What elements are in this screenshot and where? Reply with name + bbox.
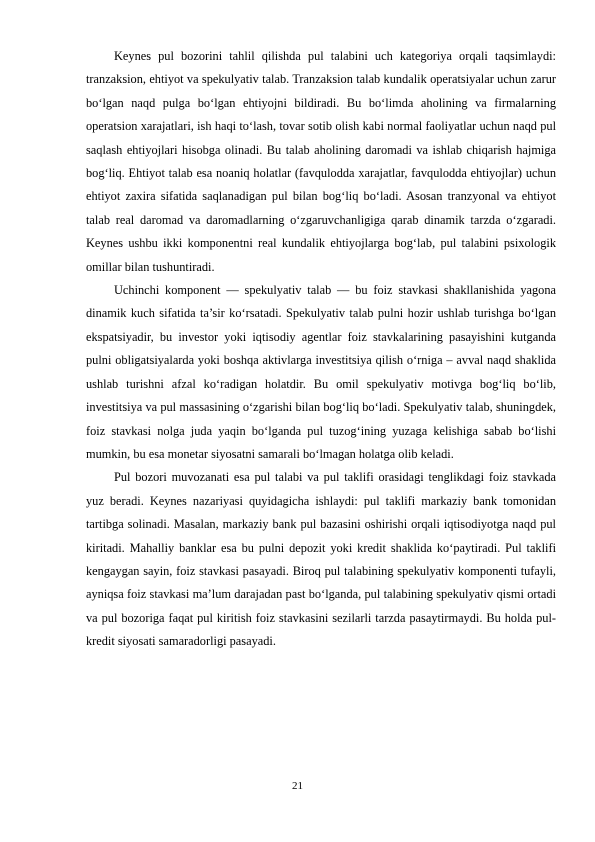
paragraph-money-demand-categories: Keynes pul bozorini tahlil qilishda pul talabini uch kategoriya orqali taqsimlaydi: tranzaksion, ehtiyot va spekulyativ talab. Tranzaksion talab kundalik operatsiyalar uchun zarur bo‘lgan naqd pulga bo‘lgan ehtiyojni bildiradi. Bu bo‘limda aholining va firmalarning operatsion xarajatlari, ish haqi to‘lash, tovar sotib olish kabi normal faoliyatlar uchun naqd pul saqlash ehtiyojlari hisobga olinadi. Bu talab aholining daromadi va ishlab chiqarish hajmiga bog‘liq. Ehtiyot talab esa noaniq holatlar (favqulodda xarajatlar, favqulodda ehtiyojlar) uchun ehtiyot zaxira sifatida saqlanadigan pul bilan bog‘liq bo‘ladi. Asosan tranzyonal va ehtiyot talab real daromad va daromadlarning o‘zgaruvchanligiga qarab dinamik tarzda o‘zgaradi. Keynes ushbu ikki komponentni real kundalik ehtiyojlarga bog‘lab, pul talabini psixologik omillar bilan tushuntiradi. bbox=[86, 49, 556, 274]
paragraph-money-market-equilibrium: Pul bozori muvozanati esa pul talabi va pul taklifi orasidagi tenglikdagi foiz stavkada yuz beradi. Keynes nazariyasi quyidagicha ishlaydi: pul taklifi markaziy bank tomonidan tartibga solinadi. Masalan, markaziy bank pul bazasini oshirishi orqali iqtisodiyotga naqd pul kiritadi. Mahalliy banklar esa bu pulni depozit yoki kredit shaklida ko‘paytiradi. Pul taklifi kengaygan sayin, foiz stavkasi pasayadi. Biroq pul talabining spekulyativ komponenti tufayli, ayniqsa foiz stavkasi ma’lum darajadan past bo‘lganda, pul talabining spekulyativ qismi ortadi va pul bozoriga faqat pul kiritish foiz stavkasini sezilarli tarzda pasaytirmaydi. Bu holda pul-kredit siyosati samaradorligi pasayadi. bbox=[86, 470, 556, 649]
document-page bbox=[86, 45, 556, 654]
paragraph-speculative-demand: Uchinchi komponent — spekulyativ talab — bu foiz stavkasi shakllanishida yagona dinamik kuch sifatida ta’sir ko‘rsatadi. Spekulyativ talab pulni hozir ushlab turishga bo‘lgan ekspatsiyadir, bu investor yoki iqtisodiy agentlar foiz stavkalarining pasayishini kutganda pulni obligatsiyalarda yoki boshqa aktivlarga investitsiya qilish o‘rniga – avval naqd shaklida ushlab turishni afzal ko‘radigan holatdir. Bu omil spekulyativ motivga bog‘liq bo‘lib, investitsiya va pul massasining o‘zgarishi bilan bog‘liq bo‘ladi. Spekulyativ talab, shuningdek, foiz stavkasi nolga juda yaqin bo‘lganda pul tuzog‘ining yuzaga kelishiga sabab bo‘lishi mumkin, bu esa monetar siyosatni samarali bo‘lmagan holatga olib keladi. bbox=[86, 283, 556, 461]
page-number: 21 bbox=[292, 780, 303, 792]
